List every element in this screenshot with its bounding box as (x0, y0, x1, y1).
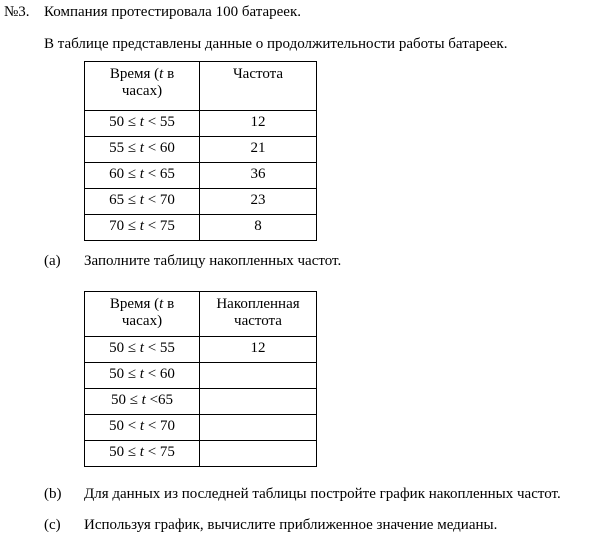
table-row (85, 189, 317, 215)
frequency-value-cell: 8 (200, 215, 317, 241)
cumulative-value-cell: 12 (200, 337, 317, 363)
interval-cell: 50 ≤ t < 55 (85, 337, 200, 363)
interval-cell: 50 ≤ t <65 (85, 389, 200, 415)
frequency-table (84, 61, 317, 241)
interval-cell: 50 ≤ t < 75 (85, 441, 200, 467)
interval-cell: 65 ≤ t < 70 (85, 189, 200, 215)
table-intro: В таблице представлены данные о продолжительности работы батареек. (44, 36, 508, 52)
cumulative-value-cell[interactable] (200, 415, 317, 441)
table-row (85, 137, 317, 163)
part-c-label: (c) (44, 517, 61, 533)
cumulative-value-cell[interactable] (200, 363, 317, 389)
problem-statement: Компания протестировала 100 батареек. (44, 4, 301, 20)
cumulative-value-cell[interactable] (200, 441, 317, 467)
frequency-table-header-row (85, 62, 317, 111)
interval-cell: 60 ≤ t < 65 (85, 163, 200, 189)
part-b-text: Для данных из последней таблицы постройте график накопленных частот. (84, 486, 561, 502)
table-row (85, 415, 317, 441)
header-time: Время (t в часах) (85, 292, 200, 337)
interval-cell: 50 ≤ t < 55 (85, 111, 200, 137)
part-b-label: (b) (44, 486, 62, 502)
interval-cell: 50 < t < 70 (85, 415, 200, 441)
frequency-value-cell: 23 (200, 189, 317, 215)
header-cumulative-frequency: Накопленная частота (200, 292, 317, 337)
table-row (85, 337, 317, 363)
frequency-value-cell: 21 (200, 137, 317, 163)
part-a-text: Заполните таблицу накопленных частот. (84, 253, 342, 269)
table-row (85, 441, 317, 467)
cumulative-value-cell[interactable] (200, 389, 317, 415)
table-row (85, 363, 317, 389)
table-row (85, 111, 317, 137)
part-c-text: Используя график, вычислите приближенное значение медианы. (84, 517, 498, 533)
table-row (85, 389, 317, 415)
table-row (85, 215, 317, 241)
cumulative-table-header-row (85, 292, 317, 337)
frequency-value-cell: 36 (200, 163, 317, 189)
part-a-label: (a) (44, 253, 61, 269)
interval-cell: 70 ≤ t < 75 (85, 215, 200, 241)
cumulative-frequency-table (84, 291, 317, 467)
problem-number: №3. (4, 4, 30, 20)
header-frequency: Частота (200, 62, 317, 111)
interval-cell: 50 ≤ t < 60 (85, 363, 200, 389)
interval-cell: 55 ≤ t < 60 (85, 137, 200, 163)
header-time: Время (t в часах) (85, 62, 200, 111)
frequency-value-cell: 12 (200, 111, 317, 137)
table-row (85, 163, 317, 189)
